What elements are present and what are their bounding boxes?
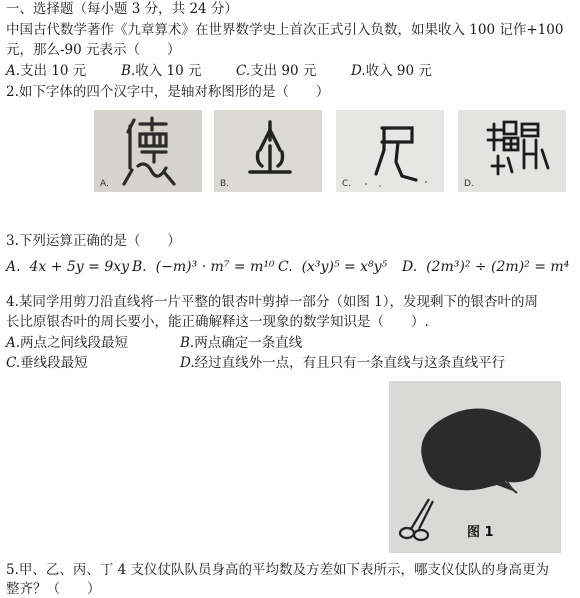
- seal-character-image-d: D.: [458, 110, 566, 192]
- figure-caption: 图 1: [467, 525, 494, 540]
- q1-stem-line1: 中国古代数学著作《九章算术》在世界数学史上首次正式引入负数，如果收入 100 记作+100: [6, 22, 564, 38]
- q4-option-b: B.两点确定一条直线: [180, 335, 303, 351]
- seal-glyph-d: [458, 110, 566, 192]
- q1-option-d: D.收入 90 元: [351, 63, 432, 79]
- q1-option-a: A.支出 10 元: [6, 63, 87, 79]
- q3-option-a: A. 4x + 5y = 9xy: [6, 259, 130, 275]
- q3-option-d: D. (2m³)² ÷ (2m)² = m⁴: [402, 259, 570, 275]
- seal-character-image-c: C.: [336, 110, 444, 192]
- seal-glyph-b: [214, 110, 322, 192]
- q3-option-b: B. (−m)³ · m⁷ = m¹⁰: [132, 259, 275, 275]
- section-heading: 一、选择题（每小题 3 分，共 24 分）: [6, 1, 238, 17]
- q1-option-b: B.收入 10 元: [121, 63, 202, 79]
- q4-stem-line1: 4.某同学用剪刀沿直线将一片平整的银杏叶剪掉一部分（如图 1），发现剩下的银杏叶的周: [6, 294, 539, 310]
- q4-option-c: C.垂线段最短: [6, 355, 88, 371]
- q5-stem-line2: 整齐？（ ）: [6, 581, 101, 597]
- q3-stem: 3.下列运算正确的是（ ）: [6, 233, 181, 249]
- q1-option-c: C.支出 90 元: [236, 63, 317, 79]
- q2-stem: 2.如下字体的四个汉字中，是轴对称图形的是（ ）: [6, 84, 330, 100]
- q4-stem-line2: 长比原银杏叶的周长要小，能正确解释这一现象的数学知识是（ ）.: [6, 314, 429, 330]
- seal-glyph-a: [94, 110, 202, 192]
- q4-option-a: A.两点之间线段最短: [6, 335, 129, 351]
- ginkgo-leaf-figure: [389, 381, 561, 553]
- seal-character-image-b: B.: [214, 110, 322, 192]
- q4-option-d: D.经过直线外一点，有且只有一条直线与这条直线平行: [180, 355, 506, 371]
- seal-character-image-a: A.: [94, 110, 202, 192]
- q1-stem-line2: 元，那么-90 元表示（ ）: [6, 42, 181, 58]
- q5-stem-line1: 5.甲、乙、丙、丁 4 支仪仗队队员身高的平均数及方差如下表所示，哪支仪仗队的身高更为: [6, 562, 550, 578]
- seal-glyph-c: [336, 110, 444, 192]
- q3-option-c: C. (x³y)⁵ = x⁸y⁵: [278, 259, 388, 275]
